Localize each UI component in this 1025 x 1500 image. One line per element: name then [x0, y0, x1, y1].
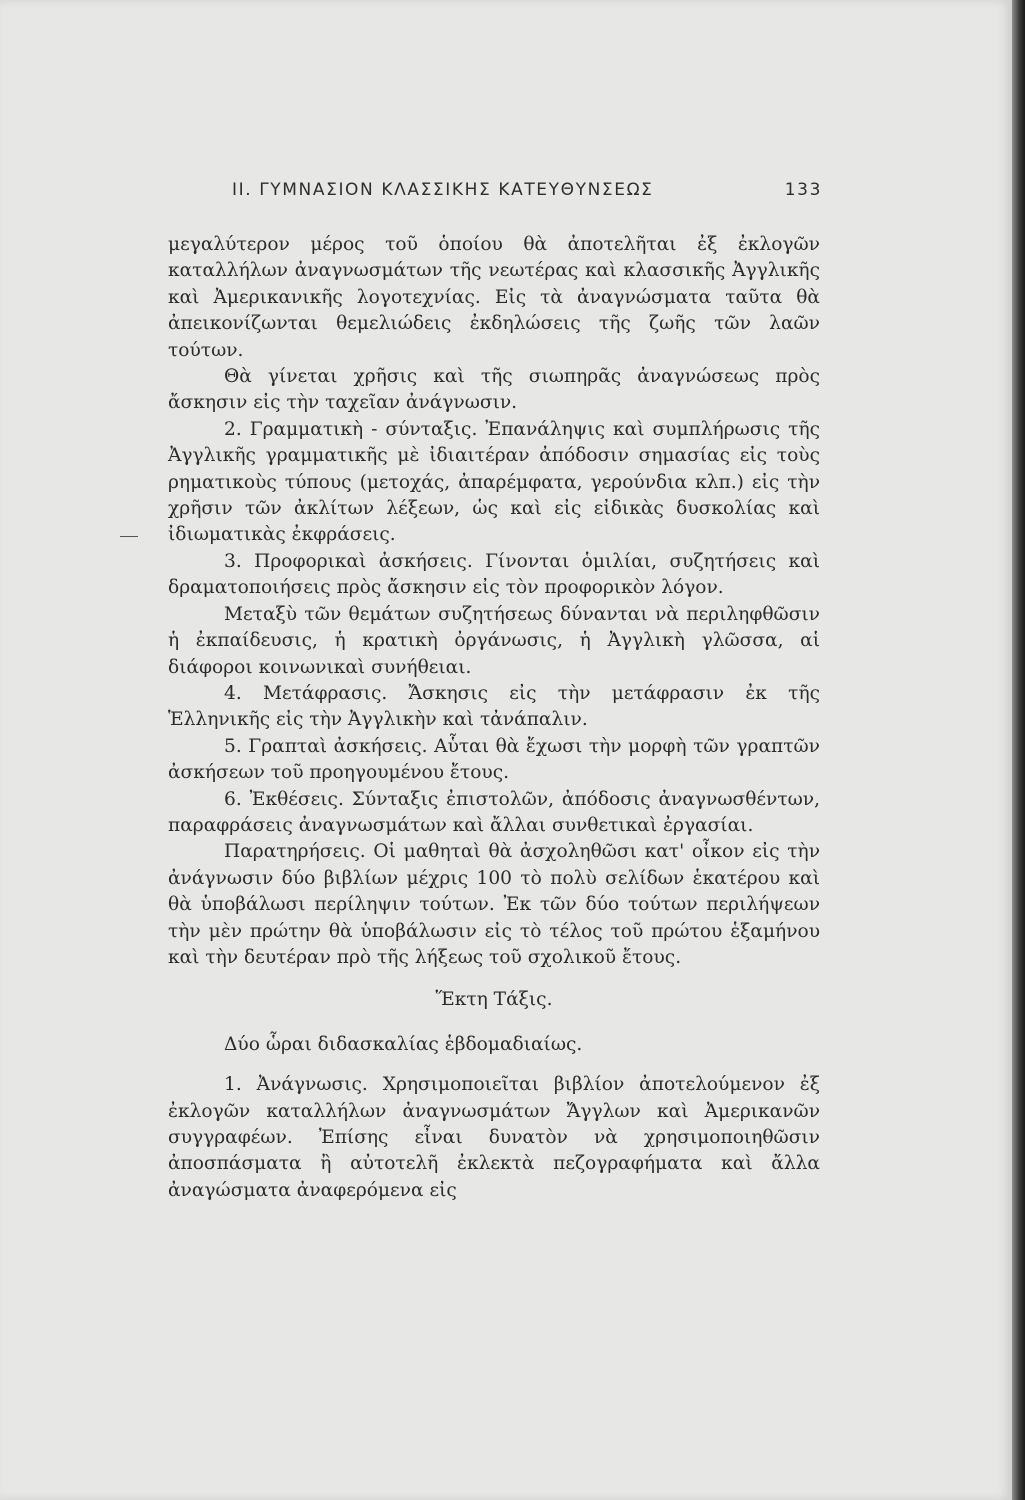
body-text: [168, 232, 820, 1204]
running-header: [232, 180, 822, 200]
paragraph-translation: 4. Μετάφρασις. Ἄσκησις εἰς τὴν μετάφρασιν ἐκ τῆς Ἑλληνικῆς εἰς τὴν Ἀγγλικὴν καὶ τἀνάπαλιν.: [168, 682, 820, 731]
page-edge: [1012, 0, 1025, 1500]
page-number: 133: [784, 180, 822, 200]
section-heading: Ἕκτη Τάξις.: [435, 989, 553, 1011]
paragraph-grammar: 2. Γραμματικὴ - σύνταξις. Ἐπανάληψις καὶ συμπλήρωσις τῆς Ἀγγλικῆς γραμματικῆς μὲ ἰδιαιτέραν ἀπόδοσιν σημασίας εἰς τοὺς ρηματικοὺς τύπους (μετοχάς, ἀπαρέμφατα, γερούνδια κλπ.) εἰς τὴν χρῆσιν τῶν ἀκλίτων λέξεων, ὡς καὶ εἰς εἰδικὰς δυσκολίας καὶ ἰδιωματικὰς ἐκφράσεις.: [168, 418, 820, 546]
margin-dash: [120, 536, 138, 537]
paragraph-written-exercises: 5. Γραπταὶ ἀσκήσεις. Αὗται θὰ ἔχωσι τὴν μορφὴ τῶν γραπτῶν ἀσκήσεων τοῦ προηγουμένου ἔτους.: [168, 735, 820, 784]
paragraph-oral-exercises: 3. Προφορικαὶ ἀσκήσεις. Γίνονται ὁμιλίαι, συζητήσεις καὶ δραματοποιήσεις πρὸς ἄσκησιν εἰς τὸν προφορικὸν λόγον.: [168, 550, 820, 599]
paragraph: Μεταξὺ τῶν θεμάτων συζητήσεως δύνανται νὰ περιληφθῶσιν ἡ ἐκπαίδευσις, ἡ κρατικὴ ὀργάνωσις, ἡ Ἀγγλικὴ γλῶσσα, αἱ διάφοροι κοινωνικαὶ συνήθειαι.: [168, 603, 820, 678]
schedule-line: Δύο ὧραι διδασκαλίας ἑβδομαδιαίως.: [224, 1033, 583, 1055]
paragraph-essays: 6. Ἐκθέσεις. Σύνταξις ἐπιστολῶν, ἀπόδοσις ἀναγνωσθέντων, παραφράσεις ἀναγνωσμάτων καὶ ἄλλαι συνθετικαὶ ἐργασίαι.: [168, 788, 820, 836]
paragraph: Θὰ γίνεται χρῆσις καὶ τῆς σιωπηρᾶς ἀναγνώσεως πρὸς ἄσκησιν εἰς τὴν ταχεῖαν ἀνάγνωσιν.: [168, 366, 820, 414]
running-title: ΙΙ. ΓΥΜΝΑΣΙΟΝ ΚΛΑΣΣΙΚΗΣ ΚΑΤΕΥΘΥΝΣΕΩΣ: [232, 180, 654, 200]
paragraph-remarks: Παρατηρήσεις. Οἱ μαθηταὶ θὰ ἀσχοληθῶσι κατ' οἶκον εἰς τὴν ἀνάγνωσιν δύο βιβλίων μέχρις 100 τὸ πολὺ σελίδων ἑκατέρου καὶ θὰ ὑποβάλωσι περίληψιν τούτων. Ἐκ τῶν δύο τούτων περιλήψεων τὴν μὲν πρώτην θὰ ὑποβάλωσιν εἰς τὸ τέλος τοῦ πρώτου ἑξαμήνου καὶ τὴν δευτέραν πρὸ τῆς λήξεως τοῦ σχολικοῦ ἔτους.: [168, 841, 820, 968]
paragraph-reading: 1. Ἀνάγνωσις. Χρησιμοποιεῖται βιβλίον ἀποτελούμενον ἐξ ἐκλογῶν καταλλήλων ἀναγνωσμάτων Ἄγγλων καὶ Ἀμερικανῶν συγγραφέων. Ἐπίσης εἶναι δυνατὸν νὰ χρησιμοποιηθῶσιν ἀποσπάσματα ἢ αὐτοτελῆ ἐκλεκτὰ πεζογραφήματα καὶ ἄλλα ἀναγώσματα ἀναφερόμενα εἰς: [168, 1074, 820, 1201]
paragraph-continuation: μεγαλύτερον μέρος τοῦ ὁποίου θὰ ἀποτελῆται ἐξ ἐκλογῶν καταλλήλων ἀναγνωσμάτων τῆς νεωτέρας καὶ κλασσικῆς Ἀγγλικῆς καὶ Ἀμερικανικῆς λογοτεχνίας. Εἰς τὰ ἀναγνώσματα ταῦτα θὰ ἀπεικονίζωνται θεμελιώδεις ἐκδηλώσεις τῆς ζωῆς τῶν λαῶν τούτων.: [168, 234, 820, 361]
